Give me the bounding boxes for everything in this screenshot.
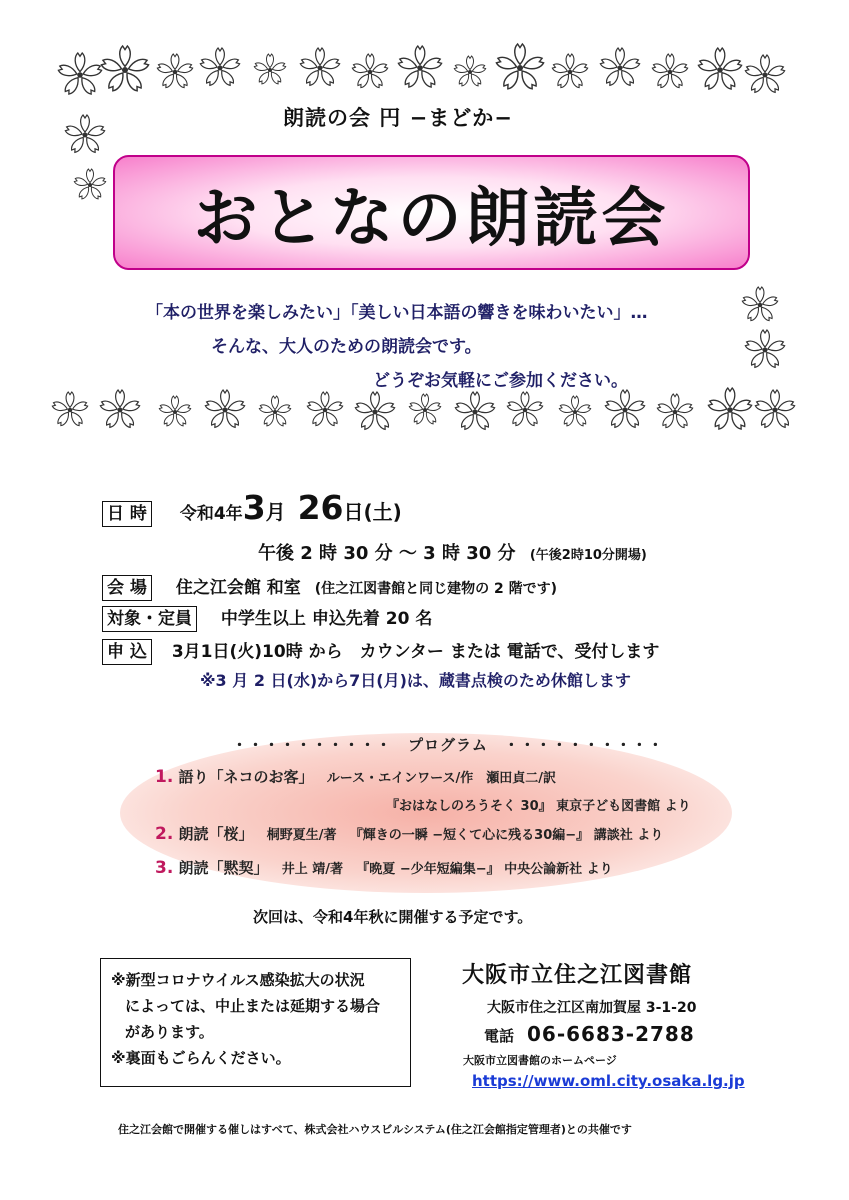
note-line-2: によっては、中止または延期する場合 xyxy=(125,997,381,1015)
library-name: 大阪市立住之江図書館 xyxy=(462,963,693,988)
page-title: おとなの朗読会 xyxy=(193,181,670,256)
venue-name: 住之江会館 和室 xyxy=(175,578,301,598)
venue-note: (住之江図書館と同じ建物の 2 階です) xyxy=(314,581,557,597)
note-line-3: があります。 xyxy=(125,1023,214,1041)
program-item xyxy=(155,823,663,844)
title-banner xyxy=(113,155,750,270)
program-item-number: 1. xyxy=(155,767,174,787)
library-phone xyxy=(484,1022,695,1046)
apply-value: 3月1日(火)10時 から カウンター または 電話で、受付します xyxy=(171,642,660,662)
program-item-source: 『おはなしのろうそく 30』 東京子ども図書館 より xyxy=(386,799,691,814)
target-label: 対象・定員 xyxy=(102,606,197,632)
program-item-author: 桐野夏生/著 xyxy=(266,828,337,843)
program-item-source: 『晩夏 −少年短編集−』 中央公論新社 より xyxy=(356,862,613,877)
library-address: 大阪市住之江区南加賀屋 3-1-20 xyxy=(487,1000,697,1016)
apply-row xyxy=(102,637,659,665)
date-prefix: 令和4年 xyxy=(179,504,243,524)
program-item-source: 『輝きの一瞬 −短くて心に残る30編−』 講談社 より xyxy=(349,828,664,843)
footer-note: 住之江会館で開催する催しはすべて、株式会社ハウスビルシステム(住之江会館指定管理者)との共催です xyxy=(118,1123,632,1136)
program-item-title: 語り「ネコのお客」 xyxy=(178,768,314,786)
time-row xyxy=(258,539,647,565)
homepage-label: 大阪市立図書館のホームページ xyxy=(463,1054,617,1067)
homepage-link[interactable]: https://www.oml.city.osaka.lg.jp xyxy=(472,1072,745,1090)
time-note: (午後2時10分開場) xyxy=(529,548,647,563)
date-day-unit: 日 xyxy=(343,500,364,524)
program-heading: ・・・・・・・・・・ プログラム ・・・・・・・・・・ xyxy=(232,736,664,754)
program-item-title: 朗読「黙契」 xyxy=(178,859,269,877)
program-item-author: 井上 靖/著 xyxy=(281,862,344,877)
venue-label: 会 場 xyxy=(102,575,152,601)
date-label: 日 時 xyxy=(102,501,152,527)
venue-row xyxy=(102,573,557,601)
program-item-title: 朗読「桜」 xyxy=(178,825,254,843)
date-row xyxy=(102,488,402,527)
program-item xyxy=(155,857,613,878)
covid-note-box xyxy=(100,958,411,1087)
program-item-number: 3. xyxy=(155,858,174,878)
target-value: 中学生以上 申込先着 20 名 xyxy=(220,609,433,629)
event-time: 午後 2 時 30 分 〜 3 時 30 分 xyxy=(258,543,516,564)
apply-label: 申 込 xyxy=(102,639,152,665)
date-month: 3 xyxy=(242,488,266,527)
date-weekday: (土) xyxy=(363,500,402,524)
phone-number: 06-6683-2788 xyxy=(526,1022,695,1046)
note-line-1: ※新型コロナウイルス感染拡大の状況 xyxy=(111,971,365,989)
closure-notice: ※3 月 2 日(水)から7日(月)は、蔵書点検のため休館します xyxy=(200,671,631,690)
date-day: 26 xyxy=(297,488,344,527)
date-month-unit: 月 xyxy=(265,500,286,524)
program-item-author: ルース・エインワース/作 瀬田貞二/訳 xyxy=(326,771,556,786)
event-subtitle: 朗読の会 円 −まどか− xyxy=(283,106,513,130)
next-event-notice: 次回は、令和4年秋に開催する予定です。 xyxy=(253,908,533,926)
intro-line-2: そんな、大人のための朗読会です。 xyxy=(211,337,482,357)
intro-line-3: どうぞお気軽にご参加ください。 xyxy=(373,371,628,391)
phone-label: 電話 xyxy=(484,1027,515,1045)
intro-line-1: 「本の世界を楽しみたい」「美しい日本語の響きを味わいたい」… xyxy=(146,303,648,323)
target-row xyxy=(102,604,432,632)
program-item xyxy=(155,766,556,787)
program-item-number: 2. xyxy=(155,824,174,844)
note-line-4: ※裏面もごらんください。 xyxy=(111,1049,291,1067)
